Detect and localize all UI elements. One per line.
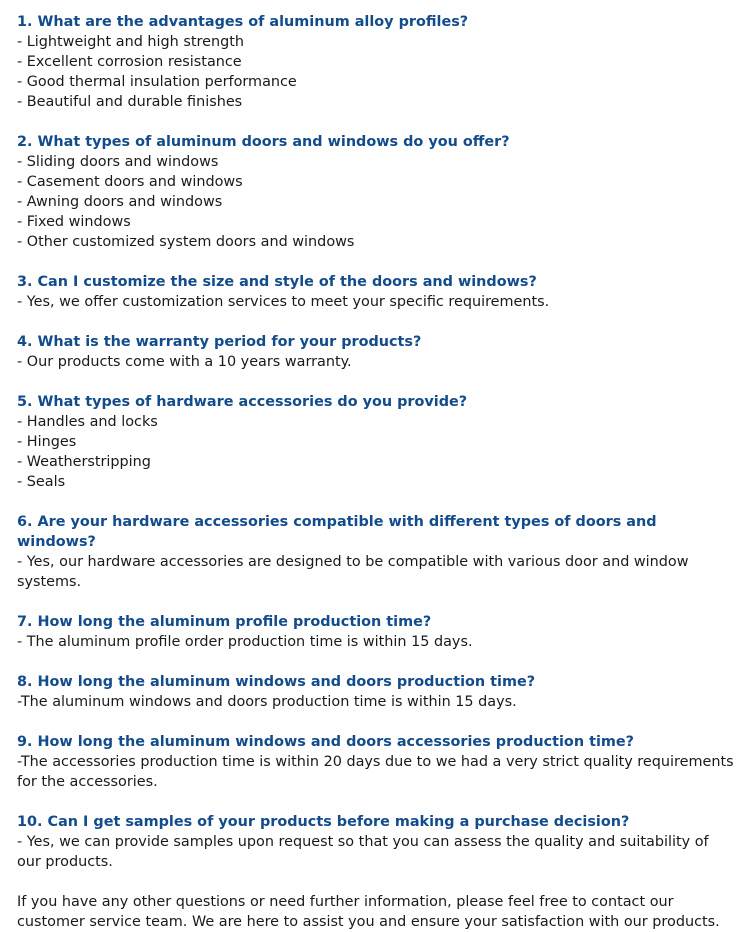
faq-answer-line: - Seals [17,474,66,490]
faq-answer-line: - The aluminum profile order production time is within 15 days. [17,634,473,650]
faq-question: 2. What types of aluminum doors and windows do you offer? [17,134,510,150]
faq-item [17,812,737,872]
faq-answer-line: - Yes, our hardware accessories are designed to be compatible with various door and window systems. [17,554,689,590]
faq-question: 8. How long the aluminum windows and doors production time? [17,674,536,690]
faq-item [17,272,737,312]
faq-item [17,612,737,652]
faq-question: 9. How long the aluminum windows and doors accessories production time? [17,734,634,750]
faq-answer-line: - Excellent corrosion resistance [17,54,242,70]
faq-item [17,392,737,492]
faq-question: 5. What types of hardware accessories do you provide? [17,394,468,410]
faq-answer-line: - Yes, we offer customization services to meet your specific requirements. [17,294,550,310]
faq-question: 7. How long the aluminum profile production time? [17,614,432,630]
faq-answer-line: - Good thermal insulation performance [17,74,297,90]
faq-item [17,512,737,592]
faq-question: 1. What are the advantages of aluminum alloy profiles? [17,14,469,30]
faq-item [17,672,737,712]
faq-answer-line: - Awning doors and windows [17,194,223,210]
faq-answer-line: - Weatherstripping [17,454,151,470]
faq-answer-line: - Yes, we can provide samples upon request so that you can assess the quality and suitability of our products. [17,834,709,870]
faq-item [17,132,737,252]
faq-question: 6. Are your hardware accessories compatible with different types of doors and windows? [17,514,657,550]
faq-item [17,332,737,372]
faq-answer-line: -The accessories production time is within 20 days due to we had a very strict quality requirements for the accessories. [17,754,734,790]
faq-answer-line: - Fixed windows [17,214,131,230]
faq-answer-line: - Our products come with a 10 years warranty. [17,354,352,370]
faq-answer-line: -The aluminum windows and doors production time is within 15 days. [17,694,517,710]
faq-answer-line: - Sliding doors and windows [17,154,219,170]
faq-question: 10. Can I get samples of your products before making a purchase decision? [17,814,630,830]
faq-item [17,732,737,792]
faq-item [17,12,737,112]
faq-answer-line: - Handles and locks [17,414,158,430]
faq-answer-line: - Other customized system doors and windows [17,234,355,250]
faq-answer-line: - Beautiful and durable finishes [17,94,243,110]
faq-answer-line: - Hinges [17,434,77,450]
closing-paragraph: If you have any other questions or need further information, please feel free to contact our customer service team. We are here to assist you and ensure your satisfaction with our products. [17,894,720,930]
faq-list [17,12,737,932]
faq-question: 4. What is the warranty period for your products? [17,334,422,350]
faq-answer-line: - Lightweight and high strength [17,34,244,50]
faq-answer-line: - Casement doors and windows [17,174,243,190]
faq-question: 3. Can I customize the size and style of the doors and windows? [17,274,537,290]
